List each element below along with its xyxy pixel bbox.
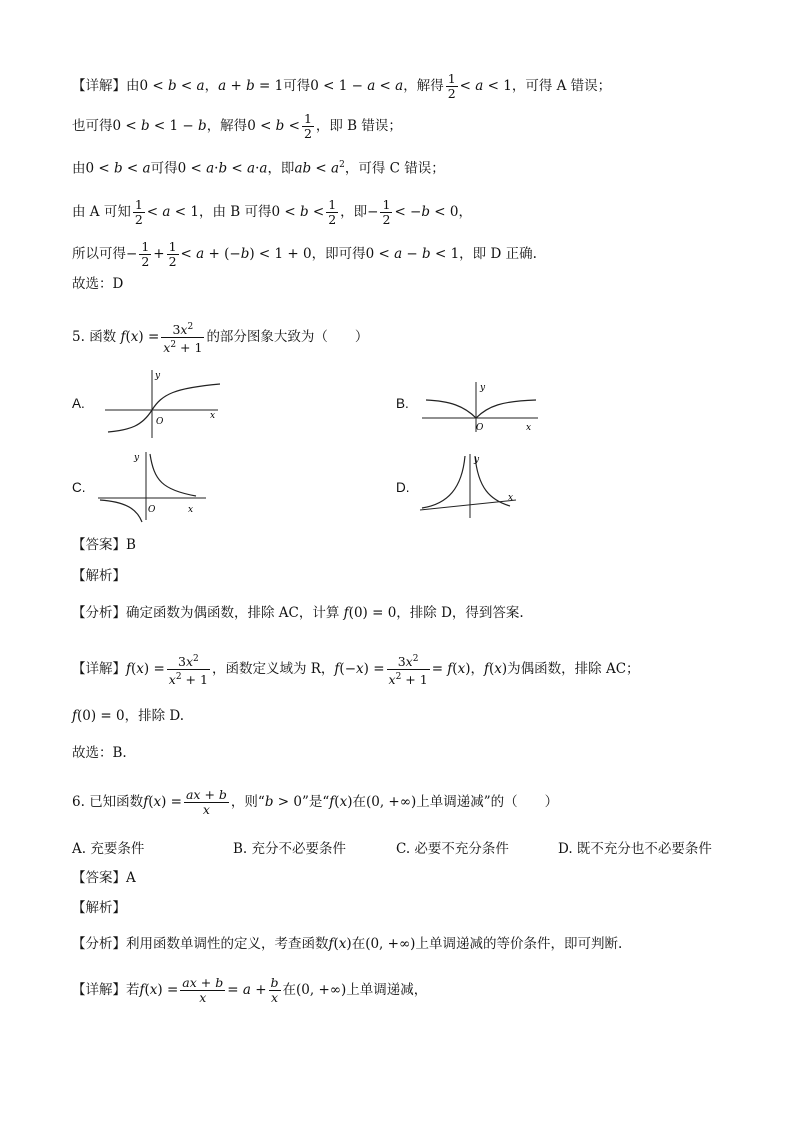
- detail-line-3: 由0 < b < a可得0 < a·b < a·a，即ab < $a^2$，可得 C 错误；: [72, 160, 445, 177]
- graph-option-d[interactable]: [418, 452, 523, 522]
- origin-label: O: [156, 417, 164, 427]
- y-axis-label: y: [474, 455, 480, 465]
- fraction: $\frac{1}{2}$: [382, 197, 391, 227]
- detail-line-1: 【详解】由0 < b < a，a + b = 1可得0 < 1 − a < a，解得 $\frac{1}{2}$ < a < 1，可得 A 错误；: [72, 71, 612, 101]
- x-axis-label: x: [188, 505, 194, 515]
- option-d-label[interactable]: D.: [396, 480, 410, 495]
- detail-tag: 【详解】: [72, 78, 126, 94]
- detail-line-4: 由 A 可知 $\frac{1}{2}$ < a < 1，由 B 可得0 < b < $\frac{1}{2}$ ，即− $\frac{1}{2}$ < −b < 0，: [72, 197, 472, 227]
- fraction: $\frac{1}{2}$: [168, 239, 177, 269]
- question-5: 5. 函数 f(x) = $\frac{3x^2}{x^2 + 1}$ 的部分图象大致为（ ）: [72, 322, 369, 356]
- fraction: $\frac{1}{2}$: [328, 197, 337, 227]
- y-axis-label: y: [134, 453, 140, 463]
- choice-d[interactable]: D. 既不充分也不必要条件: [558, 841, 712, 857]
- fraction: $\frac{3x^2}{x^2 + 1}$: [168, 654, 208, 688]
- fraction: $\frac{3x^2}{x^2 + 1}$: [388, 654, 428, 688]
- answer-5: 【答案】B: [72, 537, 136, 553]
- graph-option-b[interactable]: [420, 380, 545, 435]
- choice-b[interactable]: B. 充分不必要条件: [233, 841, 347, 857]
- jiexi-5: 【解析】: [72, 568, 126, 584]
- detail-5b: f(0) = 0，排除 D.: [72, 708, 185, 724]
- detail-line-5: 所以可得− $\frac{1}{2}$ + $\frac{1}{2}$ < a + (−b) < 1 + 0，即可得0 < a − b < 1，即 D 正确.: [72, 239, 537, 269]
- fraction: $\frac{1}{2}$: [447, 71, 456, 101]
- fraction: $\frac{1}{2}$: [134, 197, 143, 227]
- graph-option-c[interactable]: [96, 450, 211, 525]
- analysis-5: 【分析】确定函数为偶函数，排除 AC，计算 f(0) = 0，排除 D，得到答案.: [72, 605, 524, 621]
- fraction: $\frac{3x^2}{x^2 + 1}$: [163, 322, 203, 356]
- question-6: 6. 已知函数f(x) = $\frac{ax + b}{x}$ ，则“b > 0”是“f(x)在(0, +∞)上单调递减”的（ ）: [72, 787, 559, 817]
- detail-5: 【详解】f(x) = $\frac{3x^2}{x^2 + 1}$ ，函数定义域为 R，f(−x) = $\frac{3x^2}{x^2 + 1}$ = f(x)，f(x)为偶函数，排除 AC；: [72, 654, 640, 688]
- y-axis-label: y: [155, 371, 161, 381]
- origin-label: O: [148, 505, 156, 515]
- fraction: $\frac{ax + b}{x}$: [182, 975, 224, 1005]
- graph-option-a[interactable]: [100, 366, 225, 441]
- fraction: $\frac{1}{2}$: [303, 111, 312, 141]
- x-axis-label: x: [210, 411, 216, 421]
- fraction: $\frac{1}{2}$: [141, 239, 150, 269]
- option-b-label[interactable]: B.: [396, 396, 409, 411]
- option-c-label[interactable]: C.: [72, 480, 86, 495]
- detail-line-2: 也可得0 < b < 1 − b，解得0 < b < $\frac{1}{2}$ ，即 B 错误；: [72, 111, 402, 141]
- x-axis-label: x: [508, 493, 514, 503]
- fraction: $\frac{b}{x}$: [270, 975, 279, 1005]
- detail-6: 【详解】若f(x) = $\frac{ax + b}{x}$ = a + $\frac{b}{x}$ 在(0, +∞)上单调递减，: [72, 975, 428, 1005]
- x-axis-label: x: [526, 423, 532, 433]
- jiexi-6: 【解析】: [72, 900, 126, 916]
- origin-label: O: [476, 423, 484, 433]
- select-answer-5: 故选：B.: [72, 745, 127, 761]
- option-a-label[interactable]: A.: [72, 396, 85, 411]
- analysis-6: 【分析】利用函数单调性的定义，考查函数f(x)在(0, +∞)上单调递减的等价条件，即可判断.: [72, 936, 623, 952]
- choice-c[interactable]: C. 必要不充分条件: [396, 841, 509, 857]
- select-answer: 故选：D: [72, 276, 124, 292]
- answer-6: 【答案】A: [72, 870, 136, 886]
- fraction: $\frac{ax + b}{x}$: [185, 787, 227, 817]
- choice-a[interactable]: A. 充要条件: [72, 841, 145, 857]
- y-axis-label: y: [480, 383, 486, 393]
